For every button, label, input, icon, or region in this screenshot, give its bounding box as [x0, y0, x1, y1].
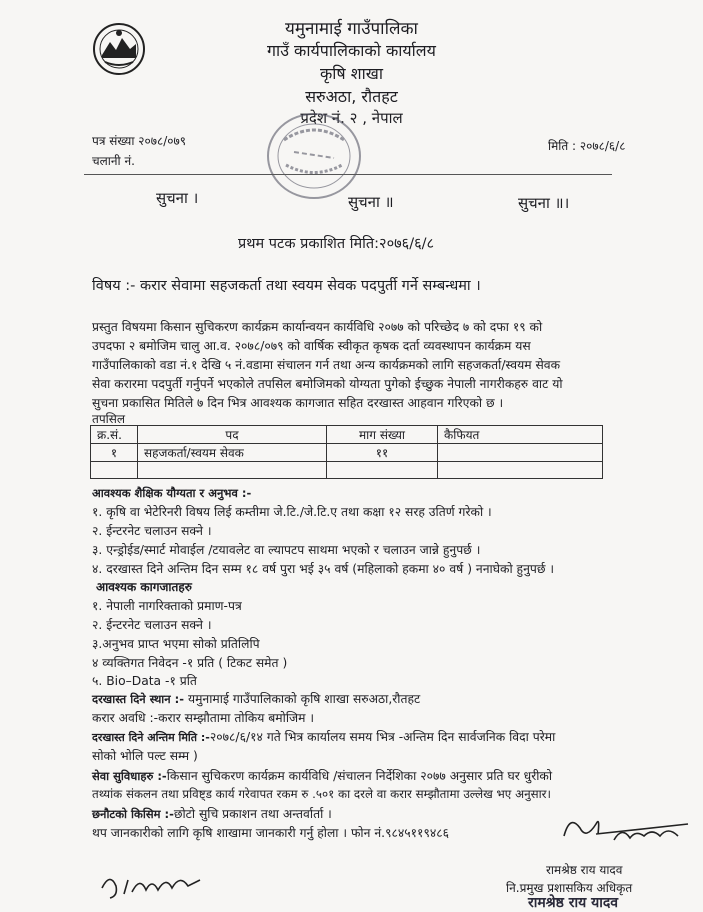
published-date: प्रथम पटक प्रकाशित मिति:२०७६/६/८ — [238, 236, 435, 252]
header-divider — [84, 174, 612, 175]
intro-line-1: प्रस्तुत विषयमा किसान सुचिकरण कार्यक्रम कार्यान्वयन कार्यविधि २०७७ को परिच्छेद ७ को दफा १९ को — [92, 320, 543, 334]
table-cell: सहजकर्ता/स्वयम सेवक — [138, 444, 327, 462]
table-row — [91, 444, 603, 462]
intro-line-3: गाउँपालिकाको वडा नं.१ देखि ५ नं.वडामा संचालन गर्न तथा अन्य कार्यक्रमको लागि सहजकर्ता/स्वयम सेवक — [92, 358, 561, 372]
tapasil-label: तपसिल — [92, 412, 126, 426]
signatory-title: नि.प्रमुख प्रशासकिय अधिकृत — [506, 881, 633, 895]
deadline-value: २०७८/६/१४ गते भित्र कार्यालय समय भित्र -अन्तिम दिन सार्वजनिक विदा परेमा — [209, 730, 556, 744]
document-item: ३.अनुभव प्राप्त भएमा सोको प्रतिलिपि — [92, 637, 260, 651]
table-header-cell: माग संख्या — [327, 426, 438, 444]
table-header-cell: क्र.सं. — [91, 426, 138, 444]
table-cell: ११ — [327, 444, 438, 462]
initial-signature — [96, 866, 206, 906]
table-cell — [438, 462, 603, 479]
document-item: २. ईन्टरनेट चलाउन सक्ने । — [92, 618, 212, 632]
table-header-cell: कैफियत — [438, 426, 603, 444]
qualification-item: २. ईन्टरनेट चलाउन सक्ने । — [92, 524, 212, 538]
office-subtitle: गाउँ कार्यपालिकाको कार्यालय — [267, 41, 436, 60]
section-name: कृषि शाखा — [319, 64, 384, 83]
document-item: ५. Bio–Data -१ प्रति — [92, 674, 197, 688]
subject-line: विषय :- करार सेवामा सहजकर्ता तथा स्वयम सेवक पदपुर्ती गर्ने सम्बन्धमा । — [92, 278, 481, 294]
table-cell — [138, 462, 327, 479]
document-item: ४ व्यक्तिगत निवेदन -१ प्रति ( टिकट समेत ) — [92, 656, 288, 670]
deadline-label: दरखास्त दिने अन्तिम मिति :- — [92, 731, 210, 744]
selection-label: छनौटको किसिम :- — [92, 807, 174, 821]
qualification-item: ४. दरखास्त दिने अन्तिम दिन सम्म १८ वर्ष पुरा भई ३५ वर्ष (महिलाको हकमा ४० वर्ष ) ननाघेको हुनुपर्छ । — [92, 562, 555, 576]
intro-line-2: उपदफा २ बमोजिम चालु आ.व. २०७८/०७९ को वार्षिक स्वीकृत कृषक दर्ता व्यवस्थापन कार्यक्रम यस — [92, 339, 531, 353]
signatory-name: रामश्रेष्ठ राय यादव — [546, 863, 623, 877]
province-line: प्रदेश नं. २ , नेपाल — [300, 109, 403, 127]
selection-value: छोटो सुचि प्रकाशन तथा अन्तर्वार्ता । — [173, 807, 332, 821]
table-header-cell: पद — [138, 426, 327, 444]
office-address: सरुअठा, रौतहट — [305, 87, 398, 106]
table-header-row — [91, 426, 603, 444]
documents-title: आवश्यक कागजातहरु — [96, 580, 192, 594]
facility-label: सेवा सुविधाहरु :- — [92, 769, 167, 783]
notice-heading-2: सुचना ॥ — [348, 193, 394, 211]
notice-heading-1: सुचना । — [156, 189, 199, 207]
qualification-title: आवश्यक शैक्षिक यौग्यता र अनुभव :- — [92, 486, 252, 500]
letter-number: पत्र संख्या २०७८/०७९ — [92, 134, 186, 148]
vacancy-table — [90, 425, 603, 479]
table-cell — [91, 462, 138, 479]
office-name: यमुनामाई गाउँपालिका — [285, 19, 418, 39]
dispatch-number: चलानी नं. — [92, 154, 135, 168]
table-cell — [438, 444, 603, 462]
facility-value: किसान सुचिकरण कार्यक्रम कार्यविधि /संचालन निर्देशिका २०७७ अनुसार प्रति घर धुरीको — [166, 769, 553, 783]
document-item: १. नेपाली नागरिक्ताको प्रमाण-पत्र — [92, 599, 242, 613]
facility-continuation: तथ्यांक संकलन तथा प्रविष्ट्ड कार्य गरेवापत रकम रु .५०१ का दरले वा करार सम्झौतामा उल्लेख भए अनुसार। — [92, 787, 551, 801]
qualification-item: १. कृषि वा भेटेरिनरी विषय लिई कम्तीमा जे.टि./जे.टि.ए तथा कक्षा १२ सरह उतिर्ण गरेको । — [92, 505, 492, 519]
intro-line-5: सुचना प्रकासित मितिले ७ दिन भित्र आवश्यक कागजात सहित दरखास्त आहवान गरिएको छ । — [92, 396, 504, 410]
officer-signature — [556, 806, 696, 854]
office-stamp-seal — [264, 110, 364, 202]
signatory-stamp-name: रामश्रेष्ठ राय यादव — [528, 895, 619, 911]
letter-date: मिति : २०७८/६/८ — [548, 139, 626, 153]
table-row — [91, 462, 603, 479]
qualification-item: ३. एन्ड्रोईड/स्मार्ट मोवाईल /टयावलेट वा ल्यापटप साथमा भएको र चलाउन जान्ने हुनुपर्छ । — [92, 543, 481, 557]
application-place-value: यमुनामाई गाउँपालिकाको कृषि शाखा सरुअठा,रौतहट — [184, 692, 421, 706]
application-place — [92, 690, 420, 707]
intro-line-4: सेवा करारमा पदपुर्ती गर्नुपर्ने भएकोले तपसिल बमोजिमको योग्यता पुगेको ईच्छुक नेपाली नागरीकहरु वाट यो — [92, 377, 563, 391]
contact-info: थप जानकारीको लागि कृषि शाखामा जानकारी गर्नु होला । फोन नं.९८४५११९४८६ — [92, 826, 450, 840]
deadline-continuation: सोको भोलि पल्ट सम्म ) — [92, 749, 198, 763]
application-deadline — [92, 728, 555, 745]
table-cell: १ — [91, 444, 138, 462]
service-facilities — [92, 767, 552, 784]
table-cell — [327, 462, 438, 479]
application-place-label: दरखास्त दिने स्थान :- — [92, 692, 185, 706]
selection-method — [92, 805, 332, 822]
contract-period: करार अवधि :-करार सम्झौतामा तोकिय बमोजिम । — [92, 711, 315, 725]
notice-heading-3: सुचना ॥। — [518, 194, 570, 212]
